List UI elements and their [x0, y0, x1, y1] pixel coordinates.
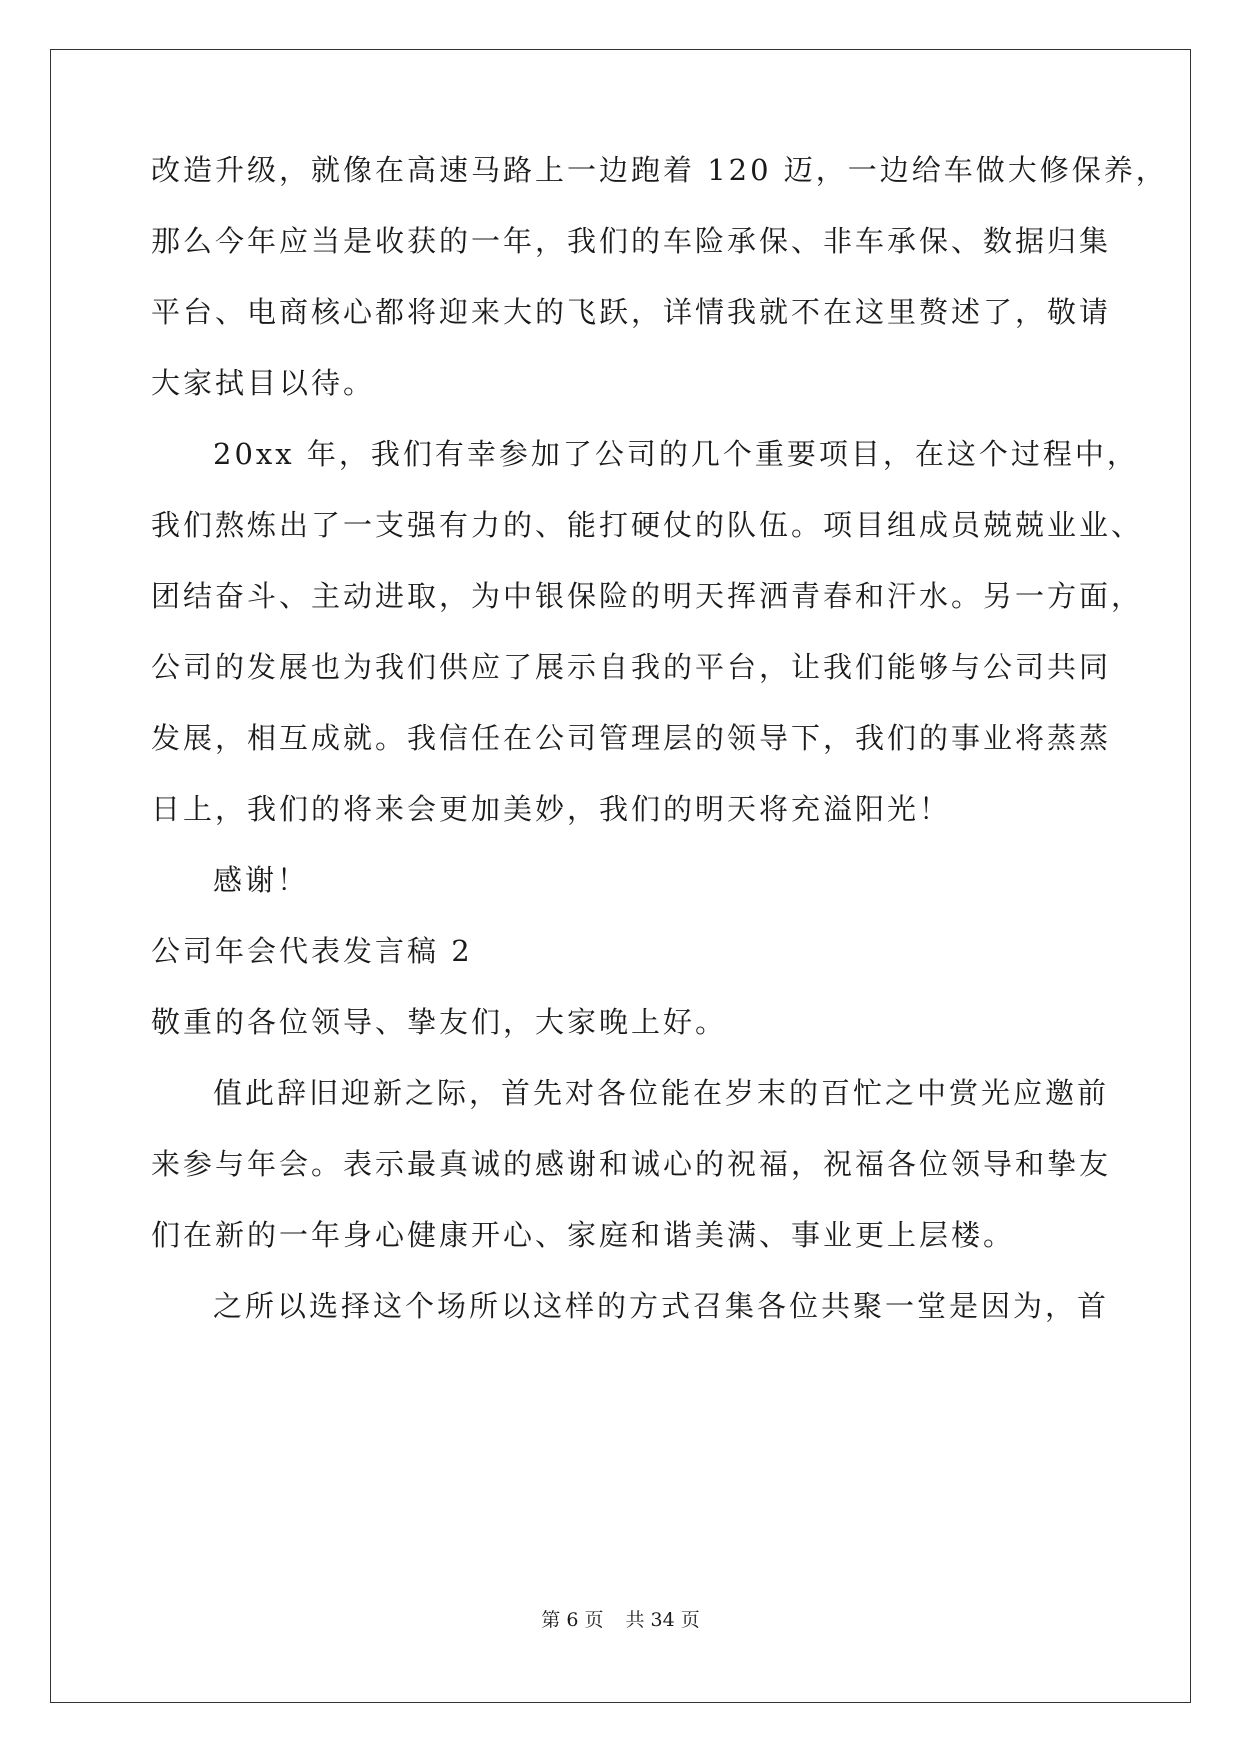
body-line: 们在新的一年身心健康开心、家庭和谐美满、事业更上层楼。 [151, 1218, 1016, 1252]
body-line: 日上，我们的将来会更加美妙，我们的明天将充溢阳光！ [151, 792, 952, 826]
body-line: 团结奋斗、主动进取，为中银保险的明天挥洒青春和汗水。另一方面， [151, 579, 1144, 613]
section-heading: 公司年会代表发言稿 2 [151, 934, 473, 968]
body-line: 平台、电商核心都将迎来大的飞跃，详情我就不在这里赘述了，敬请 [151, 295, 1112, 329]
body-line: 改造升级，就像在高速马路上一边跑着 120 迈，一边给车做大修保养， [151, 153, 1168, 187]
paragraph-start-line: 值此辞旧迎新之际，首先对各位能在岁末的百忙之中赏光应邀前 [213, 1076, 1110, 1110]
body-line: 大家拭目以待。 [151, 366, 376, 400]
body-line: 来参与年会。表示最真诚的感谢和诚心的祝福，祝福各位领导和挚友 [151, 1147, 1112, 1181]
page-number: 第 6 页 [541, 1609, 604, 1631]
paragraph-start-line: 20xx 年，我们有幸参加了公司的几个重要项目，在这个过程中， [213, 437, 1139, 471]
page-total: 共 34 页 [625, 1609, 700, 1631]
salutation-line: 敬重的各位领导、挚友们，大家晚上好。 [151, 1005, 728, 1039]
body-line: 发展，相互成就。我信任在公司管理层的领导下，我们的事业将蒸蒸 [151, 721, 1112, 755]
body-line: 我们熬炼出了一支强有力的、能打硬仗的队伍。项目组成员兢兢业业、 [151, 508, 1144, 542]
body-line: 那么今年应当是收获的一年，我们的车险承保、非车承保、数据归集 [151, 224, 1112, 258]
thanks-line: 感谢！ [213, 863, 310, 897]
body-line: 公司的发展也为我们供应了展示自我的平台，让我们能够与公司共同 [151, 650, 1112, 684]
paragraph-start-line: 之所以选择这个场所以这样的方式召集各位共聚一堂是因为，首 [213, 1289, 1110, 1323]
page-footer [0, 1608, 1241, 1632]
